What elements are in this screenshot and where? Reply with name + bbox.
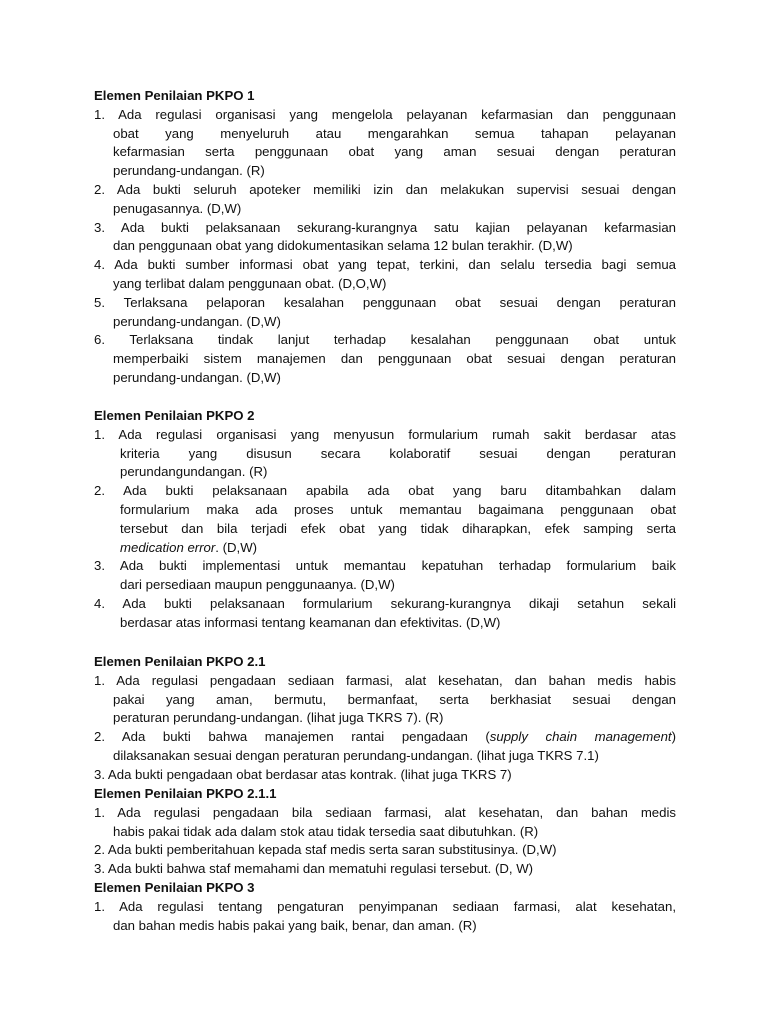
list-item: [94, 728, 676, 766]
item-line: perundang-undangan. (D,W): [113, 369, 281, 385]
item-line: 5. Terlaksana pelaporan kesalahan penggunaan obat sesuai dengan peraturan: [94, 294, 676, 310]
section-pkpo-2: [94, 407, 676, 633]
item-line: 6. Terlaksana tindak lanjut terhadap kesalahan penggunaan obat untuk: [94, 332, 676, 348]
item-line: 3. Ada bukti implementasi untuk memantau kepatuhan terhadap formularium baik: [94, 558, 676, 574]
list-item: [94, 294, 676, 332]
item-line: 1. Ada regulasi tentang pengaturan penyimpanan sediaan farmasi, alat kesehatan,: [94, 898, 676, 914]
list-item: [94, 219, 676, 257]
item-line: kriteria yang disusun secara kolaboratif sesuai dengan peraturan: [120, 445, 676, 461]
item-line: obat yang menyeluruh atau mengarahkan semua tahapan pelayanan: [113, 125, 676, 141]
item-line: 2. Ada bukti seluruh apoteker memiliki izin dan melakukan supervisi sesuai dengan: [94, 181, 676, 197]
item-line: 1. Ada regulasi pengadaan bila sediaan farmasi, alat kesehatan, dan bahan medis: [94, 804, 676, 820]
list-item: [94, 766, 676, 785]
item-line: perundang-undangan. (D,W): [113, 313, 281, 329]
section-heading: Elemen Penilaian PKPO 2.1.1: [94, 786, 277, 801]
list-item: [94, 672, 676, 728]
item-line: tersebut dan bila terjadi efek obat yang tidak diharapkan, efek samping serta: [120, 520, 676, 536]
list-item: [94, 331, 676, 387]
item-line: formularium maka ada proses untuk memantau bagaimana penggunaan obat: [120, 501, 676, 517]
item-line-tail: ): [671, 729, 676, 745]
item-line: perundangundangan. (R): [120, 464, 268, 480]
section-pkpo-3: [94, 879, 676, 935]
item-line: dan penggunaan obat yang didokumentasikan selama 12 bulan terakhir. (D,W): [113, 238, 573, 254]
item-line: 1. Ada regulasi pengadaan sediaan farmasi, alat kesehatan, dan bahan medis habis: [94, 672, 676, 688]
item-line: dari persediaan maupun penggunaanya. (D,W): [120, 577, 395, 593]
item-line-head: 2. Ada bukti bahwa manajemen rantai pengadaan (: [94, 729, 490, 745]
item-line: 2. Ada bukti pelaksanaan apabila ada obat yang baru ditambahkan dalam: [94, 483, 676, 499]
section-heading: Elemen Penilaian PKPO 2.1: [94, 654, 266, 669]
list-item: [94, 860, 676, 879]
section-pkpo-1: [94, 87, 676, 388]
item-line: habis pakai tidak ada dalam stok atau tidak tersedia saat dibutuhkan. (R): [113, 823, 539, 839]
item-line: 1. Ada regulasi organisasi yang menyusun formularium rumah sakit berdasar atas: [94, 426, 676, 442]
item-line: dan bahan medis habis pakai yang baik, benar, dan aman. (R): [113, 917, 477, 933]
italic-term: supply chain management: [489, 729, 672, 745]
item-line: [94, 539, 676, 558]
item-line: peraturan perundang-undangan. (lihat juga TKRS 7). (R): [113, 710, 444, 726]
section-pkpo-2-1: [94, 653, 676, 785]
list-item: [94, 841, 676, 860]
item-line: 4. Ada bukti pelaksanaan formularium sekurang-kurangnya dikaji setahun sekali: [94, 595, 676, 611]
section-heading: Elemen Penilaian PKPO 2: [94, 408, 255, 423]
item-line: dilaksanakan sesuai dengan peraturan perundang-undangan. (lihat juga TKRS 7.1): [113, 747, 599, 763]
item-line: 3. Ada bukti bahwa staf memahami dan mematuhi regulasi tersebut. (D, W): [94, 861, 534, 877]
item-line: memperbaiki sistem manajemen dan penggunaan obat sesuai dengan peraturan: [113, 351, 676, 367]
item-line: berdasar atas informasi tentang keamanan dan efektivitas. (D,W): [120, 614, 501, 630]
item-line: 1. Ada regulasi organisasi yang mengelola pelayanan kefarmasian dan penggunaan: [94, 106, 676, 122]
list-item: [94, 804, 676, 842]
item-line-tail: . (D,W): [215, 539, 258, 555]
list-item: [94, 106, 676, 181]
list-item: [94, 898, 676, 936]
item-line: penugasannya. (D,W): [113, 200, 242, 216]
list-item: [94, 426, 676, 482]
list-item: [94, 256, 676, 294]
item-line: kefarmasian serta penggunaan obat yang aman sesuai dengan peraturan: [113, 144, 676, 160]
item-line: [94, 728, 676, 747]
italic-term: medication error: [120, 539, 216, 555]
section-pkpo-2-1-1: [94, 785, 676, 879]
list-item: [94, 557, 676, 595]
list-item: [94, 595, 676, 633]
list-item: [94, 482, 676, 557]
item-line: pakai yang aman, bermutu, bermanfaat, serta berkhasiat sesuai dengan: [113, 691, 676, 707]
item-line: perundang-undangan. (R): [113, 163, 265, 179]
item-line: 3. Ada bukti pengadaan obat berdasar atas kontrak. (lihat juga TKRS 7): [94, 766, 512, 782]
item-line: 4. Ada bukti sumber informasi obat yang tepat, terkini, dan selalu tersedia bagi semua: [94, 257, 676, 273]
list-item: [94, 181, 676, 219]
section-heading: Elemen Penilaian PKPO 3: [94, 880, 255, 895]
item-line: 3. Ada bukti pelaksanaan sekurang-kurangnya satu kajian pelayanan kefarmasian: [94, 219, 676, 235]
item-line: 2. Ada bukti pemberitahuan kepada staf medis serta saran substitusinya. (D,W): [94, 842, 557, 858]
section-heading: Elemen Penilaian PKPO 1: [94, 88, 255, 103]
item-line: yang terlibat dalam penggunaan obat. (D,O,W): [113, 275, 387, 291]
